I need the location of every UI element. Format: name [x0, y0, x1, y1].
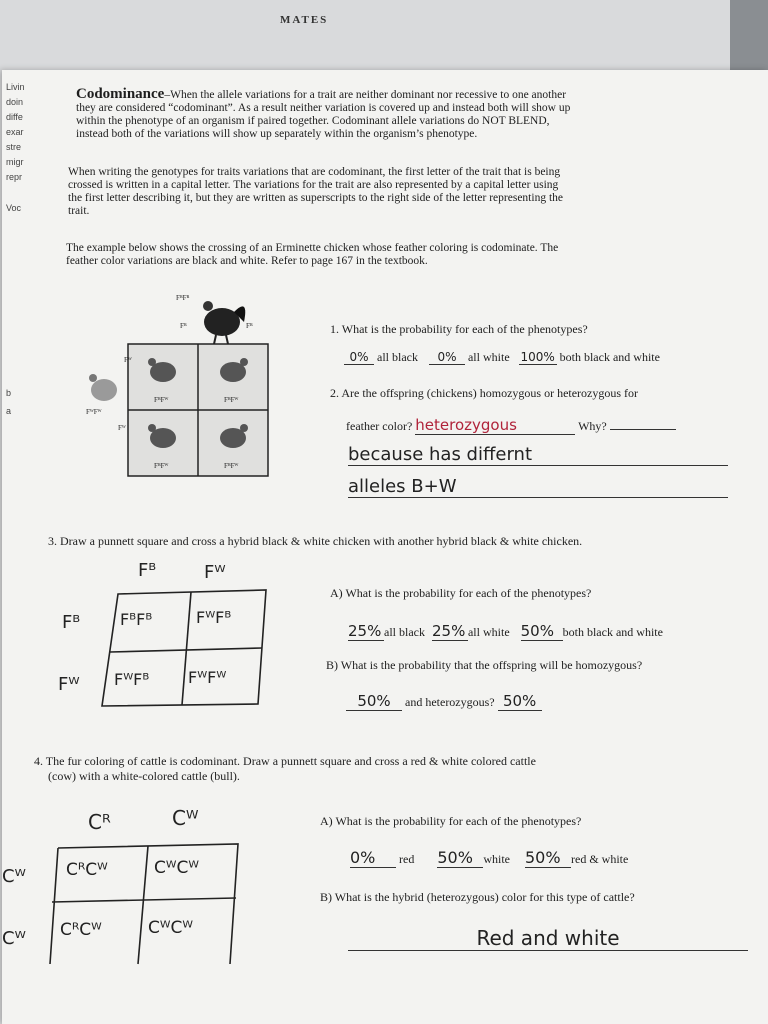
answer-blank[interactable]: 50%: [346, 692, 402, 711]
question-line: (cow) with a white-colored cattle (bull).: [48, 769, 240, 783]
left-strip-word: b: [6, 388, 12, 398]
cell-genotype: CᴿCᵂ: [60, 920, 102, 940]
punnett-grid: [2, 806, 252, 966]
left-strip-word: migr: [6, 157, 24, 167]
answer-blank[interactable]: heterozygous: [415, 416, 575, 435]
paragraph-line: When writing the genotypes for traits variations that are codominant, the first letter of the trait that is being: [68, 166, 561, 178]
intro-block: [76, 88, 696, 141]
blank-line: [610, 429, 676, 430]
back-sheet-header: MATES: [280, 14, 329, 26]
question-text: feather color?: [346, 419, 413, 433]
left-strip-word: Livin: [6, 82, 25, 92]
question-1-answers: [344, 350, 744, 365]
answer-blank[interactable]: 25%: [432, 622, 468, 641]
side-allele: Fᵂ: [118, 424, 126, 432]
intro-line: within the phenotype of an organism if paired together. Codominant allele variations do NOT BLEND,: [76, 115, 550, 127]
question-3b-answers: [346, 692, 646, 711]
cell-genotype: FᵂFᴮ: [196, 608, 232, 627]
left-strip-word: repr: [6, 172, 23, 182]
answer-blank[interactable]: 25%: [348, 622, 384, 641]
left-strip-word: stre: [6, 142, 22, 152]
answer-blank[interactable]: 50%: [521, 622, 563, 641]
cell-genotype: CᵂCᵂ: [148, 918, 193, 938]
question-line: 4. The fur coloring of cattle is codominant. Draw a punnett square and cross a red & white colored cattle: [34, 754, 536, 768]
question-3b: B) What is the probability that the offspring will be homozygous?: [326, 658, 643, 672]
answer-blank[interactable]: 50%: [498, 692, 542, 711]
side-allele: Fᵂ: [124, 356, 132, 364]
cell-genotype: FᴮFᵂ: [224, 396, 239, 404]
intro-line: instead both of the variations will show up separately within the organism’s phenotype.: [76, 128, 478, 140]
top-allele: Fᴮ: [138, 560, 157, 581]
chicken-illustration: [84, 292, 324, 502]
left-strip-word: Voc: [6, 203, 22, 213]
question-text: and heterozygous?: [405, 695, 495, 709]
answer-line[interactable]: Red and white: [348, 926, 748, 951]
question-2: 2. Are the offspring (chickens) homozygous or heterozygous for: [330, 386, 639, 400]
example-punnett-square: [84, 292, 324, 502]
hen-genotype: FᵂFᵂ: [86, 408, 102, 416]
question-3a: A) What is the probability for each of the phenotypes?: [330, 586, 592, 600]
answer-blank[interactable]: 100%: [520, 350, 555, 364]
answer-blank[interactable]: 0%: [344, 350, 374, 365]
intro-line: –When the allele variations for a trait are neither dominant nor recessive to one another: [164, 89, 567, 101]
question-4: [34, 754, 754, 784]
answer-blank[interactable]: 50%: [437, 848, 483, 868]
paragraph-line: the first letter describing it, but they are written as superscripts to the right side of the letter representing the: [68, 192, 563, 204]
paragraph-line: trait.: [68, 205, 90, 217]
answer-blank[interactable]: 0%: [429, 350, 465, 365]
answer-line[interactable]: alleles B+W: [348, 476, 728, 498]
cell-genotype: FᵂFᵂ: [188, 668, 227, 687]
left-strip-word: a: [6, 406, 12, 416]
top-allele: Fᴮ: [246, 322, 253, 330]
top-allele: Cᴿ: [88, 810, 111, 834]
top-allele: Cᵂ: [172, 806, 199, 830]
answer-blank[interactable]: 50%: [525, 848, 571, 868]
cell-genotype: CᵂCᵂ: [154, 858, 199, 878]
question-text: Why?: [578, 419, 607, 433]
top-allele: Fᴮ: [180, 322, 187, 330]
left-strip-word: doin: [6, 97, 24, 107]
rooster-genotype: FᴮFᴮ: [176, 294, 190, 302]
side-allele: Fᴮ: [62, 612, 81, 633]
answer-label: all black: [377, 350, 418, 364]
answer-label: all black: [384, 625, 425, 639]
answer-label: both black and white: [559, 350, 660, 364]
paragraph-line: The example below shows the crossing of an Erminette chicken whose feather coloring is codominate. The: [66, 242, 559, 254]
page-title: Codominance: [76, 86, 165, 102]
side-allele: Cᵂ: [2, 928, 26, 949]
answer-label: all white: [467, 625, 510, 639]
intro-line: they are considered “codominant”. As a result neither variation is covered up and instead both will show up: [76, 102, 571, 114]
question-3: 3. Draw a punnett square and cross a hybrid black & white chicken with another hybrid black & white chicken.: [48, 534, 583, 548]
cell-genotype: FᴮFᴮ: [120, 610, 153, 629]
answer-label: red & white: [571, 852, 629, 866]
cell-genotype: FᴮFᵂ: [154, 396, 169, 404]
answer-label: all white: [467, 350, 510, 364]
answer-blank[interactable]: 0%: [350, 848, 396, 868]
cell-genotype: FᴮFᵂ: [154, 462, 169, 470]
cell-genotype: FᵂFᴮ: [114, 670, 150, 689]
left-strip-word: exar: [6, 127, 24, 137]
paragraph-line: feather color variations are black and white. Refer to page 167 in the textbook.: [66, 255, 428, 267]
top-allele: Fᵂ: [204, 562, 226, 583]
cell-genotype: FᴮFᵂ: [224, 462, 239, 470]
example-paragraph: [66, 242, 706, 268]
question-2-answer-row: [346, 416, 726, 435]
question-3a-answers: [348, 622, 758, 641]
side-allele: Fᵂ: [58, 674, 80, 695]
cattle-punnett-square: [2, 806, 252, 966]
genotype-paragraph: [68, 166, 708, 218]
answer-line[interactable]: because has differnt: [348, 444, 728, 466]
question-1: 1. What is the probability for each of the phenotypes?: [330, 322, 588, 336]
paragraph-line: crossed is written in a capital letter. The variations for the trait are also represented by a capital letter using: [68, 179, 559, 191]
cell-genotype: CᴿCᵂ: [66, 860, 108, 880]
side-allele: Cᵂ: [2, 866, 26, 887]
punnett-grid: [58, 560, 288, 710]
worksheet-page: [2, 70, 768, 1024]
left-strip-word: diffe: [6, 112, 23, 122]
question-4a: A) What is the probability for each of the phenotypes?: [320, 814, 582, 828]
answer-label: red: [399, 852, 415, 866]
question-4b: B) What is the hybrid (heterozygous) color for this type of cattle?: [320, 890, 635, 904]
hybrid-punnett-square: [58, 560, 288, 710]
answer-label: white: [483, 852, 510, 866]
answer-label: both black and white: [562, 625, 663, 639]
question-4a-answers: [350, 848, 750, 868]
